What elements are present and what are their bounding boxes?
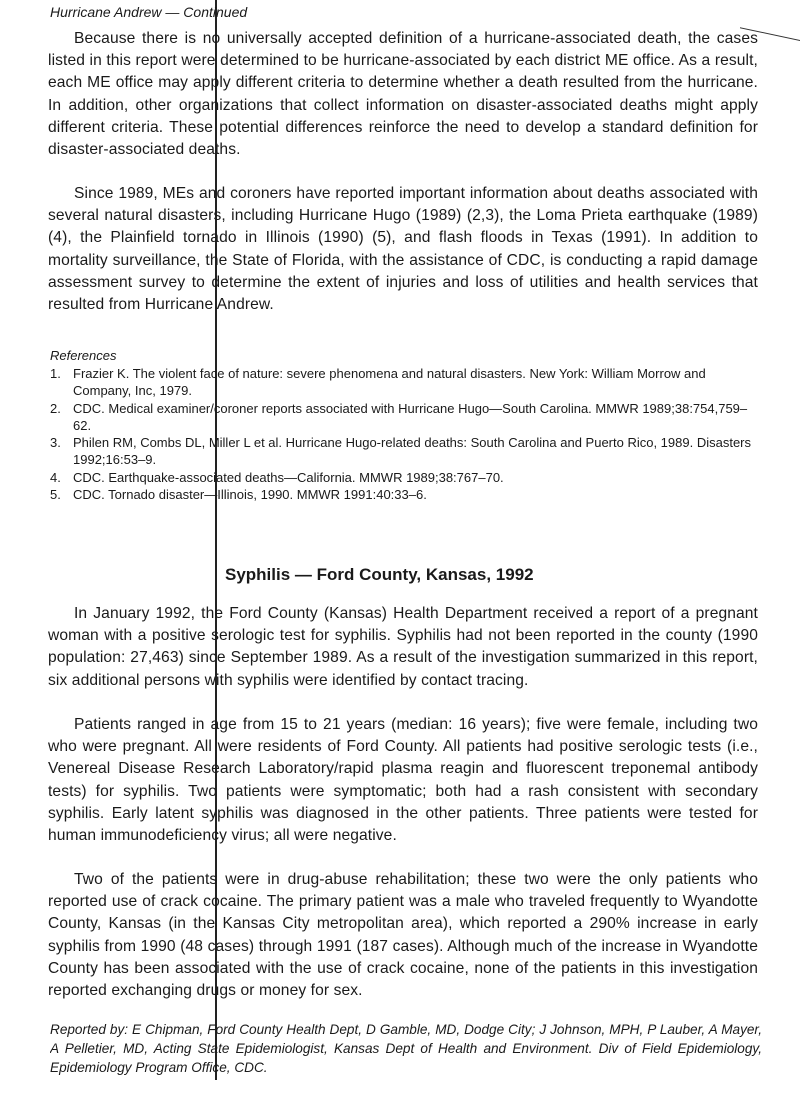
reference-number: 2. (50, 400, 61, 416)
reference-number: 4. (50, 469, 61, 485)
syphilis-paragraph-3: Two of the patients were in drug-abuse rehabilitation; these two were the only patients who reported use of crack cocaine. The primary patient was a male who traveled frequently to Wyandotte County, Kansas (in the Kansas City metropolitan area), which reported a 290% increase in early syphilis from 1990 (48 cases) through 1991 (187 cases). Although much of the increase in Wyandotte County has been associated with the use of crack cocaine, none of the patients in this investigation reported exchanging drugs or money for sex. (48, 871, 758, 1000)
syphilis-paragraph-2: Patients ranged in age from 15 to 21 years (median: 16 years); five were female, including two who were pregnant. All were residents of Ford County. All patients had positive serologic tests (i.e., Venereal Disease Research Laboratory/rapid plasma reagin and fluorescent treponemal antibody tests) for syphilis. Two patients were symptomatic; both had a rash consistent with secondary syphilis. Early latent syphilis was diagnosed in the other patients. Three patients were tested for human immunodeficiency virus; all were negative. (48, 716, 758, 845)
reference-item (50, 469, 760, 486)
reference-number: 1. (50, 366, 61, 381)
reference-text: CDC. Tornado disaster—Illinois, 1990. MMWR 1991:40:33–6. (73, 487, 427, 503)
reported-by (50, 1020, 762, 1077)
reference-item (50, 486, 760, 503)
reference-item (50, 365, 760, 400)
syphilis-paragraph-1: In January 1992, the Ford County (Kansas) Health Department received a report of a pregnant woman with a positive serologic test for syphilis. Syphilis had not been reported in the county (1990 population: 27,463) since September 1989. As a result of the investigation summarized in this report, six additional persons with syphilis were identified by contact tracing. (48, 605, 758, 689)
reference-item (50, 400, 760, 435)
reported-by-label: Reported by: (50, 1022, 129, 1037)
reference-text: CDC. Medical examiner/coroner reports associated with Hurricane Hugo—South Carolina. MMWR 1989;38:754,759–62. (73, 400, 748, 433)
hurricane-paragraph-2: Since 1989, MEs and coroners have reported important information about deaths associated with several natural disasters, including Hurricane Hugo (1989) (2,3), the Loma Prieta earthquake (1989) (4), the Plainfield tornado in Illinois (1990) (5), and flash floods in Texas (1991). In addition to mortality surveillance, the State of Florida, with the assistance of CDC, is conducting a rapid damage assessment survey to determine the extent of injuries and loss of utilities and health services that resulted from Hurricane Andrew. (48, 185, 758, 314)
running-head: Hurricane Andrew — Continued (50, 4, 248, 20)
syphilis-section-title: Syphilis — Ford County, Kansas, 1992 (225, 565, 534, 584)
reference-number: 3. (50, 435, 61, 451)
reference-text: CDC. Earthquake-associated deaths—California. MMWR 1989;38:767–70. (73, 469, 504, 485)
reference-text: Philen RM, Combs DL, Miller L et al. Hurricane Hugo-related deaths: South Carolina and Puerto Rico, 1989. Disasters 1992;16:53–9. (73, 435, 752, 468)
reported-by-text: E Chipman, Ford County Health Dept, D Gamble, MD, Dodge City; J Johnson, MPH, P Lauber, A Mayer, A Pelletier, MD, Acting State Epidemiologist, Kansas Dept of Health and Environment. Div of Field Epidemiology, Epidemiology Program Office, CDC. (50, 1022, 762, 1075)
hurricane-paragraph-1: Because there is no universally accepted definition of a hurricane-associated death, the cases listed in this report were determined to be hurricane-associated by each district ME office. As a result, each ME office may apply different criteria to determine whether a death resulted from the hurricane. In addition, other organizations that collect information on disaster-associated deaths might apply different criteria. These potential differences reinforce the need to develop a standard definition for disaster-associated deaths. (48, 30, 758, 159)
reference-text: Frazier K. The violent face of nature: severe phenomena and natural disasters. New York: William Morrow and Company, Inc, 1979. (73, 366, 706, 399)
references-list (50, 365, 760, 503)
references-heading: References (50, 348, 117, 363)
reference-item (50, 434, 760, 469)
reference-number: 5. (50, 487, 61, 503)
